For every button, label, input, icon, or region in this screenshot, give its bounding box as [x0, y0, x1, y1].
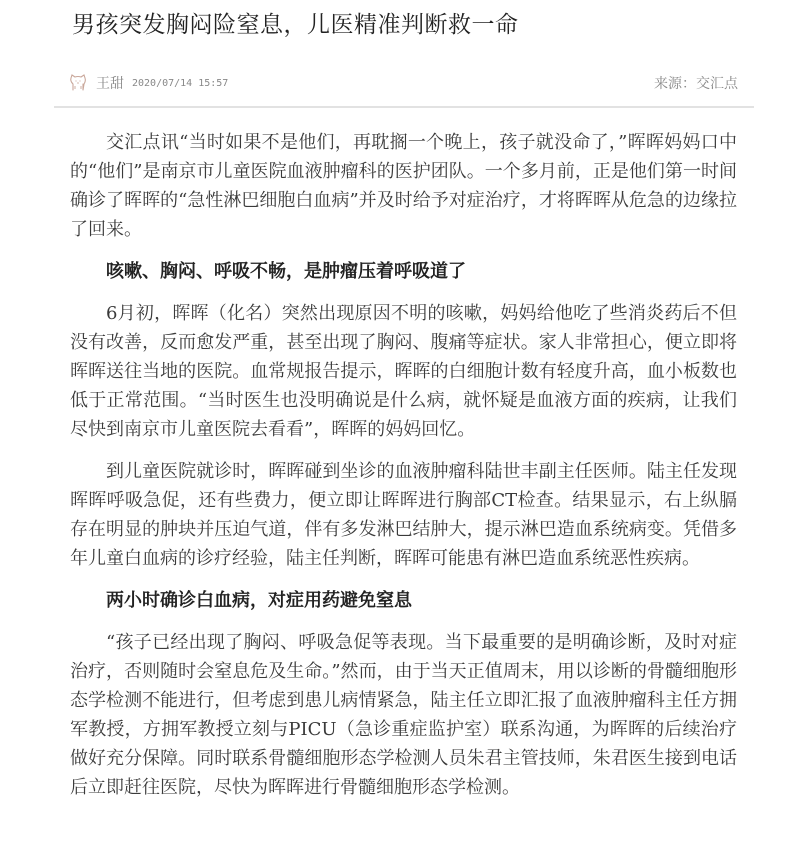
publish-date: 2020/07/14 15:57: [132, 77, 229, 89]
paragraph: 交汇点讯“当时如果不是他们，再耽搁一个晚上，孩子就没命了，”晖晖妈妈口中的“他们”是南京市儿童医院血液肿瘤科的医护团队。一个多月前，正是他们第一时间确诊了晖晖的“急性淋巴细胞白血病”并及时给予对症治疗，才将晖晖从危急的边缘拉了回来。: [70, 132, 737, 240]
byline: [68, 73, 228, 93]
article-meta: [54, 54, 754, 98]
cat-avatar-icon: [68, 73, 88, 93]
author-name[interactable]: 王甜: [96, 75, 124, 91]
paragraph: “孩子已经出现了胸闷、呼吸急促等表现。当下最重要的是明确诊断，及时对症治疗，否则随时会窒息危及生命。”然而，由于当天正值周末，用以诊断的骨髓细胞形态学检测不能进行，但考虑到患儿病情紧急，陆主任立即汇报了血液肿瘤科主任方拥军教授，方拥军教授立刻与PICU（急诊重症监护室）联系沟通，为晖晖的后续治疗做好充分保障。同时联系骨髓细胞形态学检测人员朱君主管技师，朱君医生接到电话后立即赶往医院，尽快为晖晖进行骨髓细胞形态学检测。: [70, 632, 737, 798]
article-title: 男孩突发胸闷险窒息，儿医精准判断救一命: [72, 12, 519, 38]
article-source: 来源：交汇点: [654, 75, 738, 91]
article: [54, 0, 754, 815]
paragraph: 6月初，晖晖（化名）突然出现原因不明的咳嗽，妈妈给他吃了些消炎药后不但没有改善，反而愈发严重，甚至出现了胸闷、腹痛等症状。家人非常担心，便立即将晖晖送往当地的医院。血常规报告提示，晖晖的白细胞计数有轻度升高，血小板数也低于正常范围。“当时医生也没明确说是什么病，就怀疑是血液方面的疾病，让我们尽快到南京市儿童医院去看看”，晖晖的妈妈回忆。: [70, 303, 737, 440]
section-heading: 两小时确诊白血病，对症用药避免窒息: [106, 590, 412, 611]
section-heading: 咳嗽、胸闷、呼吸不畅，是肿瘤压着呼吸道了: [106, 261, 466, 282]
article-body: [54, 108, 754, 802]
paragraph: 到儿童医院就诊时，晖晖碰到坐诊的血液肿瘤科陆世丰副主任医师。陆主任发现晖晖呼吸急促，还有些费力，便立即让晖晖进行胸部CT检查。结果显示，右上纵膈存在明显的肿块并压迫气道，伴有多发淋巴结肿大，提示淋巴造血系统病变。凭借多年儿童白血病的诊疗经验，陆主任判断，晖晖可能患有淋巴造血系统恶性疾病。: [70, 461, 737, 569]
